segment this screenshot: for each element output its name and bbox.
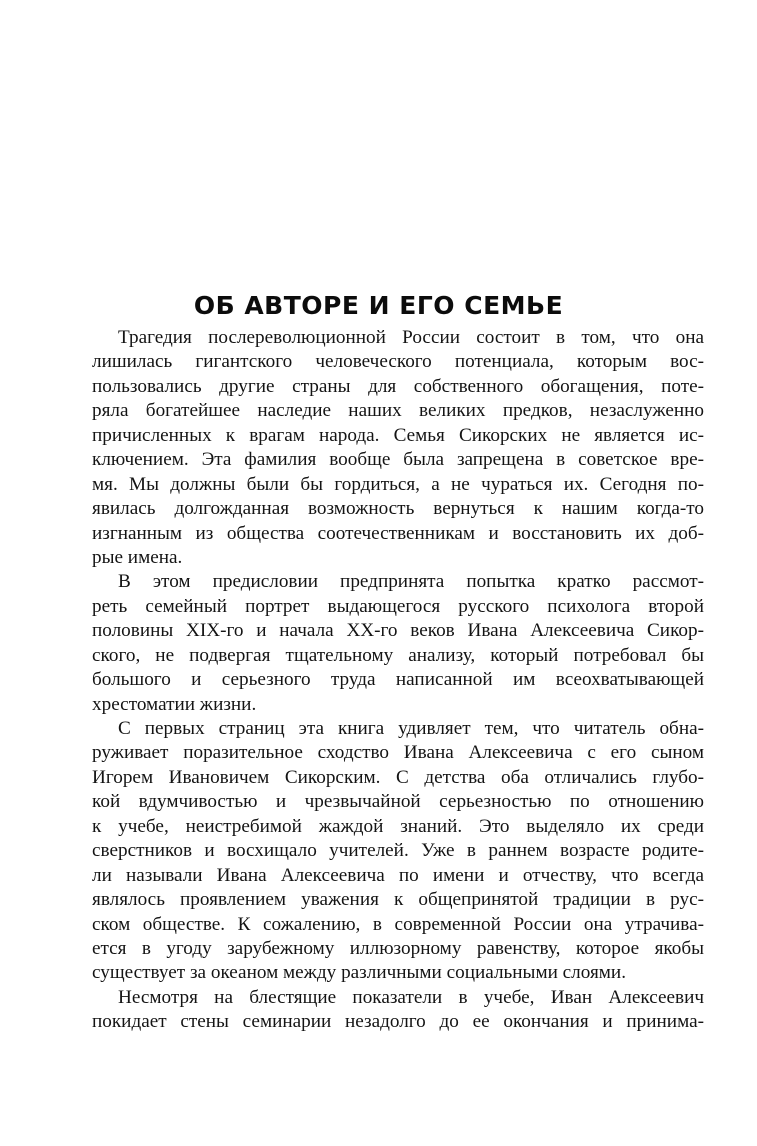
text-line: Несмотря на блестящие показатели в учебе, Иван Алексеевич bbox=[118, 986, 704, 1008]
text-line: хрестоматии жизни. bbox=[92, 693, 257, 715]
text-line: ряла богатейшее наследие наших великих предков, незаслуженно bbox=[92, 400, 704, 422]
text-line: половины XIX-го и начала XX-го веков Ивана Алексеевича Сикор- bbox=[92, 620, 704, 642]
text-line: ли называли Ивана Алексеевича по имени и отчеству, что всегда bbox=[92, 864, 704, 886]
text-line: покидает стены семинарии незадолго до ее окончания и принима- bbox=[92, 1011, 704, 1033]
text-line: причисленных к врагам народа. Семья Сикорских не является ис- bbox=[92, 424, 704, 446]
text-line: мя. Мы должны были бы гордиться, а не чураться их. Сегодня по- bbox=[92, 473, 704, 495]
text-line: ется в угоду зарубежному иллюзорному равенству, которое якобы bbox=[92, 937, 704, 959]
body-text bbox=[92, 326, 704, 1035]
text-line: Трагедия послереволюционной России состоит в том, что она bbox=[118, 327, 704, 348]
chapter-title: ОБ АВТОРЕ И ЕГО СЕМЬЕ bbox=[193, 291, 564, 320]
paragraph bbox=[92, 986, 704, 1035]
text-line: руживает поразительное сходство Ивана Алексеевича с его сыном bbox=[92, 742, 704, 764]
paragraph bbox=[92, 717, 704, 986]
text-line: пользовались другие страны для собственного обогащения, поте- bbox=[92, 375, 704, 397]
text-line: большого и серьезного труда написанной им всеохватывающей bbox=[92, 669, 704, 691]
text-line: кой вдумчивостью и чрезвычайной серьезностью по отношению bbox=[92, 791, 704, 813]
text-line: ского, не подвергая тщательному анализу, который потребовал бы bbox=[92, 644, 704, 666]
paragraph bbox=[92, 326, 704, 570]
text-line: существует за океаном между различными социальными слоями. bbox=[92, 962, 626, 984]
text-line: В этом предисловии предпринята попытка кратко рассмот- bbox=[118, 571, 704, 593]
text-line: лишилась гигантского человеческого потенциала, которым вос- bbox=[92, 351, 704, 373]
text-line: ском обществе. К сожалению, в современной России она утрачива- bbox=[92, 913, 704, 935]
text-line: явилась долгожданная возможность вернуться к нашим когда-то bbox=[92, 498, 704, 520]
paragraph bbox=[92, 570, 704, 717]
text-line: к учебе, неистребимой жаждой знаний. Это выделяло их среди bbox=[92, 815, 704, 837]
text-line: С первых страниц эта книга удивляет тем, что читатель обна- bbox=[118, 718, 704, 739]
text-line: ключением. Эта фамилия вообще была запрещена в советское вре- bbox=[92, 449, 704, 471]
text-line: Игорем Ивановичем Сикорским. С детства оба отличались глубо- bbox=[92, 766, 704, 788]
text-line: являлось проявлением уважения к общепринятой традиции в рус- bbox=[92, 889, 704, 911]
text-line: реть семейный портрет выдающегося русского психолога второй bbox=[92, 595, 704, 617]
text-line: изгнанным из общества соотечественникам и восстановить их доб- bbox=[92, 522, 704, 544]
text-line: сверстников и восхищало учителей. Уже в раннем возрасте родите- bbox=[92, 840, 704, 862]
text-line: рые имена. bbox=[92, 546, 183, 568]
